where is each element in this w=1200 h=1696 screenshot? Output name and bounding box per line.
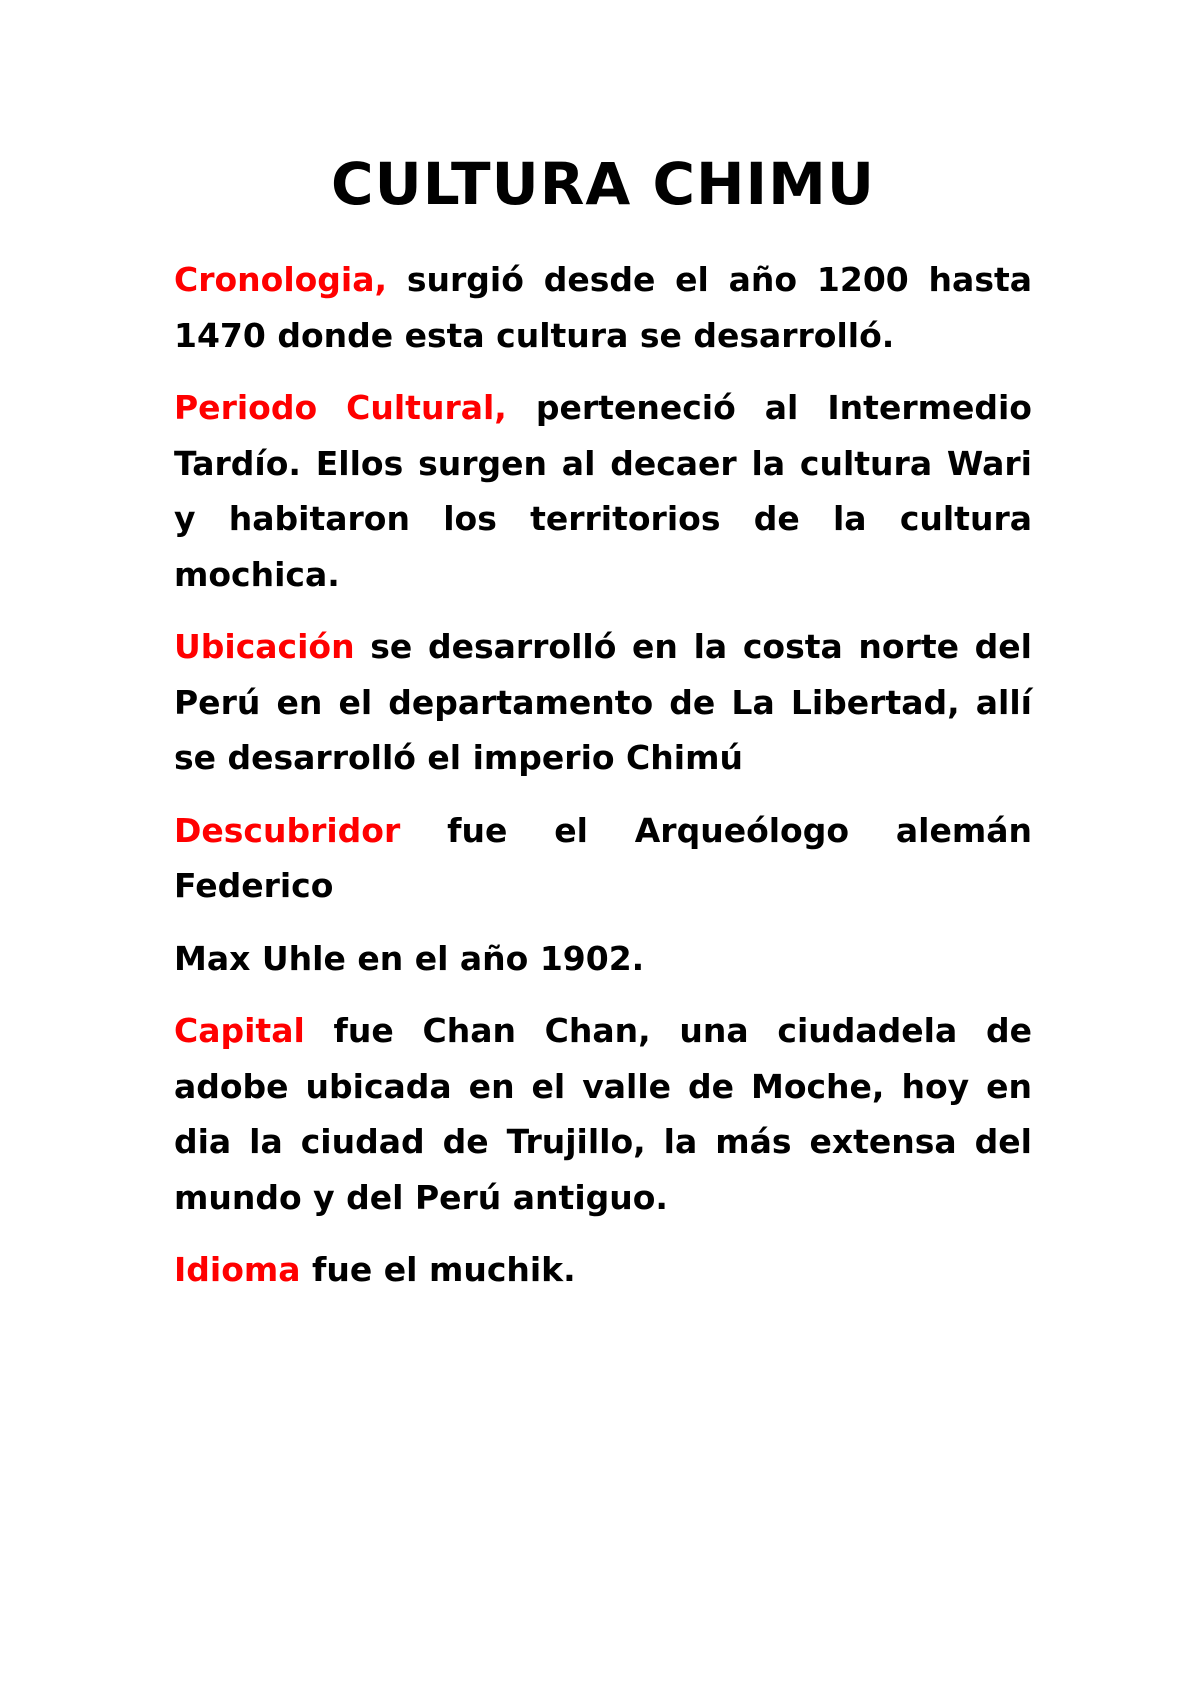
paragraph-cronologia: [174, 252, 1032, 363]
paragraph-key-ubicacion: Ubicación: [174, 627, 355, 666]
paragraph-key-idioma: Idioma: [174, 1250, 301, 1289]
paragraph-text-idioma: fue el muchik.: [300, 1250, 576, 1289]
paragraph-ubicacion: [174, 619, 1032, 786]
paragraph-key-cronologia: Cronologia,: [174, 260, 388, 299]
paragraph-descubridor: [174, 803, 1032, 914]
paragraph-capital: [174, 1003, 1032, 1225]
paragraph-text-max-uhle: Max Uhle en el año 1902.: [174, 938, 645, 978]
document-body: [174, 252, 1032, 1315]
paragraph-periodo-cultural: [174, 380, 1032, 602]
paragraph-key-periodo-cultural: Periodo Cultural,: [174, 388, 507, 427]
paragraph-text-cronologia: surgió desde el año 1200 hasta 1470 donde esta cultura se desarrolló.: [174, 260, 1032, 355]
document-title: CULTURA CHIMU: [331, 150, 875, 218]
paragraph-idioma: [174, 1242, 1032, 1298]
paragraph-text-periodo-cultural: perteneció al Intermedio Tardío. Ellos surgen al decaer la cultura Wari y habitaron los territorios de la cultura mochica.: [174, 388, 1032, 594]
paragraph-key-descubridor: Descubridor: [174, 810, 401, 850]
paragraph-max-uhle: [174, 931, 1032, 987]
paragraph-key-capital: Capital: [174, 1011, 305, 1050]
paragraph-text-capital: fue Chan Chan, una ciudadela de adobe ubicada en el valle de Moche, hoy en dia la ciudad de Trujillo, la más extensa del mundo y del Perú antiguo.: [174, 1011, 1032, 1217]
paragraph-text-descubridor: fue el Arqueólogo alemán Federico: [174, 810, 1032, 905]
paragraph-text-ubicacion: se desarrolló en la costa norte del Perú en el departamento de La Libertad, allí se desarrolló el imperio Chimú: [174, 627, 1032, 777]
